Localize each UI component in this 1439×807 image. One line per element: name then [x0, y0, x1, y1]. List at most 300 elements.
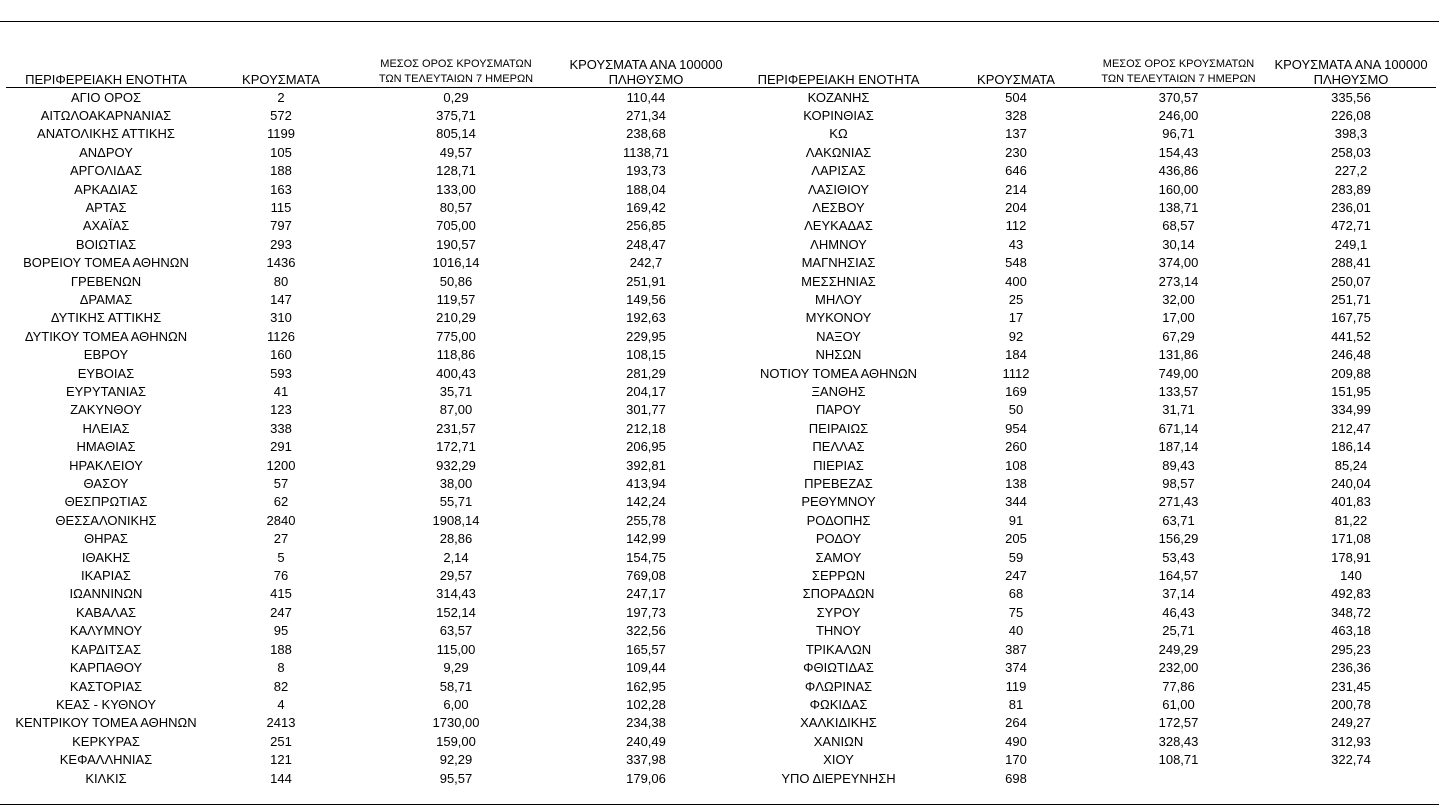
per100k-cell: 169,42 [626, 199, 666, 215]
per100k-cell: 209,88 [1331, 365, 1371, 381]
region-header-label: ΠΕΡΙΦΕΡΕΙΑΚΗ ΕΝΟΤΗΤΑ [25, 71, 187, 87]
avg7-cell: 156,29 [1158, 531, 1199, 547]
avg7-cell: 68,57 [1162, 218, 1195, 234]
cases-cell: 163 [270, 181, 292, 197]
table-row [736, 291, 1436, 309]
cases-cell: 338 [270, 420, 292, 436]
table-row [736, 217, 1436, 235]
avg7-cell: 128,71 [436, 163, 476, 179]
region-cell: ΙΩΑΝΝΙΝΩΝ [69, 586, 143, 602]
per100k-cell: 162,95 [626, 678, 666, 694]
cases-cell: 80 [273, 273, 289, 289]
cases-table-left [6, 52, 736, 788]
table-row [6, 457, 736, 475]
per100k-header [556, 52, 736, 87]
avg7-cell: 58,71 [439, 678, 473, 694]
avg7-cell: 152,14 [436, 604, 476, 620]
cases-cell: 247 [1005, 568, 1027, 584]
per100k-cell: 255,78 [626, 512, 666, 528]
per100k-cell: 249,27 [1331, 715, 1371, 731]
avg7-cell: 1016,14 [432, 255, 480, 271]
table-row [736, 162, 1436, 180]
table-row [6, 567, 736, 585]
table-row [6, 291, 736, 309]
cases-cell: 138 [1005, 476, 1027, 492]
per100k-header-line2: ΠΛΗΘΥΣΜΟ [1313, 71, 1389, 87]
region-cell: ΚΑΛΥΜΝΟΥ [69, 623, 143, 639]
avg7-header-line1: ΜΕΣΟΣ ΟΡΟΣ ΚΡΟΥΣΜΑΤΩΝ [1102, 57, 1255, 70]
table-body-right [736, 87, 1436, 788]
per100k-cell: 186,14 [1331, 439, 1371, 455]
avg7-cell: 671,14 [1158, 420, 1199, 436]
region-header-label: ΠΕΡΙΦΕΡΕΙΑΚΗ ΕΝΟΤΗΤΑ [757, 71, 920, 87]
cases-cell: 328 [1005, 107, 1027, 123]
cases-cell: 5 [277, 549, 285, 565]
avg7-cell: 95,57 [439, 770, 473, 786]
avg7-cell: 80,57 [439, 199, 473, 215]
per100k-cell: 108,15 [626, 347, 666, 363]
per100k-cell: 322,56 [626, 623, 666, 639]
avg7-cell: 133,57 [1158, 384, 1199, 399]
table-row [6, 217, 736, 235]
cases-cell: 91 [1008, 512, 1024, 528]
region-cell: ΑΝΔΡΟΥ [79, 144, 133, 160]
region-cell: ΜΥΚΟΝΟΥ [805, 310, 872, 326]
table-row [736, 714, 1436, 732]
table-row [736, 199, 1436, 217]
region-cell: ΚΑΒΑΛΑΣ [75, 604, 137, 620]
avg7-cell: 37,14 [1162, 586, 1195, 602]
avg7-cell: 35,71 [439, 384, 473, 399]
table-body-left [6, 87, 736, 788]
region-cell: ΚΕΡΚΥΡΑΣ [72, 733, 140, 749]
table-row [6, 365, 736, 383]
per100k-cell: 248,47 [626, 236, 666, 252]
cases-cell: 112 [1005, 218, 1027, 234]
region-cell: ΡΕΘΥΜΝΟΥ [801, 494, 876, 510]
per100k-cell: 472,71 [1331, 218, 1371, 234]
per100k-cell: 240,04 [1331, 476, 1371, 492]
region-cell: ΘΕΣΠΡΩΤΙΑΣ [64, 494, 148, 510]
table-row [736, 770, 1436, 788]
region-cell: ΑΡΚΑΔΙΑΣ [74, 181, 138, 197]
table-row [6, 770, 736, 788]
per100k-cell: 229,95 [626, 328, 666, 344]
per100k-cell: 140 [1340, 568, 1362, 584]
cases-cell: 25 [1008, 291, 1024, 307]
cases-cell: 184 [1005, 347, 1027, 363]
table-row [736, 401, 1436, 419]
region-cell: ΡΟΔΟΥ [815, 531, 862, 547]
per100k-cell: 492,83 [1331, 586, 1371, 602]
per100k-cell: 335,56 [1331, 89, 1371, 105]
cases-cell: 387 [1005, 641, 1027, 657]
per100k-cell: 249,1 [1334, 236, 1368, 252]
cases-cell: 214 [1005, 181, 1027, 197]
avg7-cell: 273,14 [1158, 273, 1199, 289]
per100k-cell: 81,22 [1334, 512, 1368, 528]
per100k-cell: 463,18 [1331, 623, 1371, 639]
table-row [6, 696, 736, 714]
per100k-cell: 192,63 [626, 310, 666, 326]
per100k-cell: 151,95 [1331, 384, 1371, 399]
region-cell: ΛΑΡΙΣΑΣ [811, 163, 866, 179]
per100k-cell: 236,01 [1331, 199, 1371, 215]
cases-cell: 490 [1005, 733, 1027, 749]
table-row [736, 125, 1436, 143]
cases-header-label: ΚΡΟΥΣΜΑΤΑ [977, 71, 1055, 87]
region-cell: ΕΥΒΟΙΑΣ [77, 365, 135, 381]
avg7-cell: 46,43 [1162, 604, 1195, 620]
cases-cell: 27 [273, 531, 289, 547]
per100k-cell: 401,83 [1331, 494, 1371, 510]
cases-cell: 204 [1005, 199, 1027, 215]
table-row [736, 733, 1436, 751]
per100k-cell: 85,24 [1334, 457, 1368, 473]
cases-cell: 230 [1005, 144, 1027, 160]
avg7-cell: 87,00 [439, 402, 473, 418]
avg7-cell: 0,29 [443, 89, 469, 105]
avg7-cell: 775,00 [436, 328, 476, 344]
table-row [6, 641, 736, 659]
per100k-cell: 226,08 [1331, 107, 1371, 123]
avg7-cell [1091, 770, 1266, 788]
cases-table-right [736, 52, 1436, 788]
avg7-cell: 89,43 [1162, 457, 1195, 473]
avg7-cell: 314,43 [436, 586, 476, 602]
cases-cell: 76 [273, 568, 289, 584]
per100k-cell: 250,07 [1331, 273, 1371, 289]
avg7-cell: 61,00 [1162, 696, 1195, 712]
cases-cell: 160 [270, 347, 292, 363]
region-cell: ΗΡΑΚΛΕΙΟΥ [69, 457, 143, 473]
avg7-cell: 9,29 [443, 660, 469, 676]
per100k-cell: 288,41 [1331, 255, 1371, 271]
per100k-header [1266, 52, 1436, 87]
per100k-cell: 227,2 [1334, 163, 1368, 179]
cases-cell: 144 [270, 770, 292, 786]
cases-cell: 548 [1005, 255, 1027, 271]
table-row [6, 512, 736, 530]
cases-cell: 344 [1005, 494, 1027, 510]
region-cell: ΕΒΡΟΥ [83, 347, 129, 363]
cases-cell: 188 [270, 641, 292, 657]
avg7-cell: 131,86 [1158, 347, 1199, 363]
avg7-cell: 749,00 [1158, 365, 1199, 381]
avg7-cell: 374,00 [1158, 255, 1199, 271]
per100k-cell: 110,44 [626, 89, 666, 105]
table-row [6, 438, 736, 456]
table-row [736, 659, 1436, 677]
per100k-cell: 197,73 [626, 604, 666, 620]
per100k-cell: 312,93 [1331, 733, 1371, 749]
avg7-cell: 55,71 [439, 494, 473, 510]
region-cell: ΚΟΡΙΝΘΙΑΣ [803, 107, 874, 123]
avg7-cell: 67,29 [1162, 328, 1195, 344]
per100k-cell: 348,72 [1331, 604, 1371, 620]
avg7-cell: 160,00 [1158, 181, 1199, 197]
avg7-cell: 805,14 [436, 126, 476, 142]
avg7-cell: 1730,00 [432, 715, 480, 731]
region-cell: ΑΝΑΤΟΛΙΚΗΣ ΑΤΤΙΚΗΣ [37, 126, 175, 142]
per100k-cell: 236,36 [1331, 660, 1371, 676]
table-row [6, 162, 736, 180]
avg7-cell: 63,57 [439, 623, 473, 639]
region-header [6, 52, 206, 87]
region-cell: ΤΗΝΟΥ [815, 623, 862, 639]
table-row [6, 420, 736, 438]
table-row [6, 751, 736, 769]
region-cell: ΤΡΙΚΑΛΩΝ [805, 641, 872, 657]
avg7-cell: 1908,14 [432, 512, 480, 528]
avg7-cell: 77,86 [1162, 678, 1195, 694]
region-cell: ΛΕΥΚΑΔΑΣ [804, 218, 873, 234]
per100k-cell: 167,75 [1331, 310, 1371, 326]
region-cell: ΦΘΙΩΤΙΔΑΣ [803, 660, 874, 676]
table-row [6, 87, 736, 107]
table-row [736, 457, 1436, 475]
table-row [6, 493, 736, 511]
per100k-cell: 212,47 [1331, 420, 1371, 436]
cases-cell: 8 [277, 660, 285, 676]
region-cell: ΚΕΑΣ - ΚΥΘΝΟΥ [55, 696, 157, 712]
cases-cell: 293 [270, 236, 292, 252]
per100k-cell: 337,98 [626, 752, 666, 768]
per100k-cell: 231,45 [1331, 678, 1371, 694]
table-row [6, 549, 736, 567]
table-row [6, 733, 736, 751]
table-row [736, 365, 1436, 383]
table-row [736, 236, 1436, 254]
table-row [6, 659, 736, 677]
region-cell: ΦΩΚΙΔΑΣ [809, 696, 868, 712]
cases-cell: 41 [273, 384, 289, 399]
cases-header-label: ΚΡΟΥΣΜΑΤΑ [242, 71, 320, 87]
cases-cell: 698 [1005, 770, 1027, 786]
cases-cell: 121 [270, 752, 292, 768]
per100k-cell: 1138,71 [622, 144, 670, 160]
table-row [736, 346, 1436, 364]
cases-cell: 415 [270, 586, 292, 602]
per100k-cell: 322,74 [1331, 752, 1371, 768]
cases-cell: 115 [270, 199, 292, 215]
region-cell: ΠΡΕΒΕΖΑΣ [804, 476, 873, 492]
region-cell: ΚΕΦΑΛΛΗΝΙΑΣ [59, 752, 153, 768]
cases-cell: 572 [270, 107, 292, 123]
table-row [736, 622, 1436, 640]
cases-cell: 50 [1008, 402, 1024, 418]
table-row [736, 438, 1436, 456]
table-header-row [6, 52, 736, 87]
region-cell: ΧΑΝΙΩΝ [813, 733, 864, 749]
cases-cell: 147 [270, 291, 292, 307]
cases-cell: 310 [270, 310, 292, 326]
region-cell: ΒΟΙΩΤΙΑΣ [75, 236, 137, 252]
region-cell: ΑΙΤΩΛΟΑΚΑΡΝΑΝΙΑΣ [40, 107, 172, 123]
region-cell: ΒΟΡΕΙΟΥ ΤΟΜΕΑ ΑΘΗΝΩΝ [23, 255, 189, 271]
per100k-cell: 212,18 [626, 420, 666, 436]
cases-cell: 82 [273, 678, 289, 694]
cases-cell: 247 [270, 604, 292, 620]
table-row [736, 328, 1436, 346]
avg7-header-line1: ΜΕΣΟΣ ΟΡΟΣ ΚΡΟΥΣΜΑΤΩΝ [380, 57, 532, 70]
cases-cell: 188 [270, 163, 292, 179]
cases-cell: 119 [1005, 678, 1027, 694]
per100k-cell: 240,49 [626, 733, 666, 749]
region-cell: ΚΑΡΠΑΘΟΥ [69, 660, 143, 676]
table-row [736, 604, 1436, 622]
region-cell: ΞΑΝΘΗΣ [811, 384, 866, 399]
avg7-cell: 210,29 [436, 310, 476, 326]
region-cell: ΘΑΣΟΥ [83, 476, 129, 492]
cases-cell: 17 [1008, 310, 1024, 326]
table-row [736, 383, 1436, 401]
cases-cell: 59 [1008, 549, 1024, 565]
per100k-cell: 149,56 [626, 291, 666, 307]
table-row [6, 236, 736, 254]
avg7-cell: 32,00 [1162, 291, 1195, 307]
region-cell: ΝΗΣΩΝ [815, 347, 862, 363]
table-row [736, 420, 1436, 438]
avg7-cell: 932,29 [436, 457, 476, 473]
per100k-cell: 271,34 [626, 107, 666, 123]
cases-cell: 68 [1008, 586, 1024, 602]
avg7-cell: 172,71 [436, 439, 476, 455]
region-cell: ΣΑΜΟΥ [815, 549, 862, 565]
per100k-cell: 398,3 [1334, 126, 1368, 142]
cases-cell: 646 [1005, 163, 1027, 179]
avg7-cell: 133,00 [436, 181, 476, 197]
avg7-cell: 38,00 [439, 476, 473, 492]
cases-cell: 1200 [266, 457, 296, 473]
cases-header [941, 52, 1091, 87]
region-cell: ΚΟΖΑΝΗΣ [807, 89, 870, 105]
cases-cell: 797 [270, 218, 292, 234]
avg7-cell: 246,00 [1158, 107, 1199, 123]
per100k-cell: 247,17 [626, 586, 666, 602]
region-cell: ΝΑΞΟΥ [816, 328, 861, 344]
table-row [6, 181, 736, 199]
table-row [6, 475, 736, 493]
region-cell: ΡΟΔΟΠΗΣ [806, 512, 871, 528]
avg7-cell: 2,14 [443, 549, 469, 565]
table-row [6, 622, 736, 640]
cases-cell: 169 [1005, 384, 1027, 399]
table-row [6, 144, 736, 162]
table-row [6, 107, 736, 125]
per100k-cell: 171,08 [1331, 531, 1371, 547]
region-cell: ΛΑΣΙΘΙΟΥ [807, 181, 870, 197]
cases-cell: 95 [273, 623, 289, 639]
table-row [736, 309, 1436, 327]
cases-cell: 504 [1005, 89, 1027, 105]
per100k-header-line2: ΠΛΗΘΥΣΜΟ [608, 71, 684, 87]
table-row [736, 530, 1436, 548]
per100k-cell: 251,91 [626, 273, 666, 289]
per100k-cell: 246,48 [1331, 347, 1371, 363]
table-row [736, 87, 1436, 107]
region-cell: ΙΘΑΚΗΣ [81, 549, 131, 565]
per100k-header-line1: ΚΡΟΥΣΜΑΤΑ ΑΝΑ 100000 [1274, 56, 1428, 72]
region-cell: ΚΕΝΤΡΙΚΟΥ ΤΟΜΕΑ ΑΘΗΝΩΝ [15, 715, 197, 731]
cases-cell: 4 [277, 696, 285, 712]
per100k-cell: 165,57 [626, 641, 666, 657]
table-row [6, 273, 736, 291]
per100k-cell: 392,81 [626, 457, 666, 473]
region-cell: ΑΡΓΟΛΙΔΑΣ [69, 163, 143, 179]
region-cell: ΦΛΩΡΙΝΑΣ [804, 678, 873, 694]
table-row [6, 678, 736, 696]
region-cell: ΠΑΡΟΥ [815, 402, 862, 418]
avg7-cell: 271,43 [1158, 494, 1199, 510]
region-cell: ΗΛΕΙΑΣ [82, 420, 130, 436]
table-row [6, 585, 736, 603]
per100k-cell: 295,23 [1331, 641, 1371, 657]
avg7-cell: 436,86 [1158, 163, 1199, 179]
region-cell: ΚΙΛΚΙΣ [85, 770, 127, 786]
cases-cell: 137 [1005, 126, 1027, 142]
avg7-cell: 30,14 [1162, 236, 1195, 252]
table-row [6, 383, 736, 401]
region-cell: ΠΕΙΡΑΙΩΣ [808, 420, 869, 436]
avg7-cell: 249,29 [1158, 641, 1199, 657]
region-cell: ΑΧΑΪΑΣ [82, 218, 130, 234]
region-cell: ΓΡΕΒΕΝΩΝ [70, 273, 142, 289]
cases-cell: 205 [1005, 531, 1027, 547]
per100k-cell: 283,89 [1331, 181, 1371, 197]
cases-cell: 75 [1008, 604, 1024, 620]
table-row [6, 530, 736, 548]
region-cell: ΘΗΡΑΣ [84, 531, 128, 547]
avg7-cell: 31,71 [1162, 402, 1195, 418]
avg7-cell: 232,00 [1158, 660, 1199, 676]
top-rule [0, 21, 1439, 22]
table-row [736, 181, 1436, 199]
per100k-cell: 413,94 [626, 476, 666, 492]
table-row [736, 641, 1436, 659]
per100k-cell: 193,73 [626, 163, 666, 179]
cases-cell: 40 [1008, 623, 1024, 639]
region-cell: ΑΓΙΟ ΟΡΟΣ [70, 89, 142, 105]
cases-cell: 1126 [267, 328, 295, 344]
cases-cell: 81 [1008, 696, 1024, 712]
cases-cell: 43 [1008, 236, 1024, 252]
region-cell: ΠΕΛΛΑΣ [812, 439, 865, 455]
table-row [736, 475, 1436, 493]
table-row [6, 604, 736, 622]
table-row [736, 107, 1436, 125]
per100k-cell: 334,99 [1331, 402, 1371, 418]
cases-cell: 954 [1005, 420, 1027, 436]
avg7-cell: 53,43 [1162, 549, 1195, 565]
region-cell: ΧΙΟΥ [823, 752, 854, 768]
table-row [736, 512, 1436, 530]
per100k-cell: 281,29 [626, 365, 666, 381]
avg7-cell: 375,71 [436, 107, 476, 123]
cases-cell: 123 [270, 402, 292, 418]
cases-cell: 593 [270, 365, 292, 381]
avg7-cell: 172,57 [1158, 715, 1199, 731]
region-cell: ΛΗΜΝΟΥ [810, 236, 867, 252]
per100k-header-line1: ΚΡΟΥΣΜΑΤΑ ΑΝΑ 100000 [569, 56, 723, 72]
table-row [6, 199, 736, 217]
region-cell: ΚΑΡΔΙΤΣΑΣ [70, 641, 142, 657]
region-cell: ΜΗΛΟΥ [815, 291, 862, 307]
avg7-cell: 50,86 [439, 273, 473, 289]
cases-cell: 2 [277, 89, 285, 105]
avg7-header [356, 52, 556, 87]
cases-cell: 260 [1005, 439, 1027, 455]
